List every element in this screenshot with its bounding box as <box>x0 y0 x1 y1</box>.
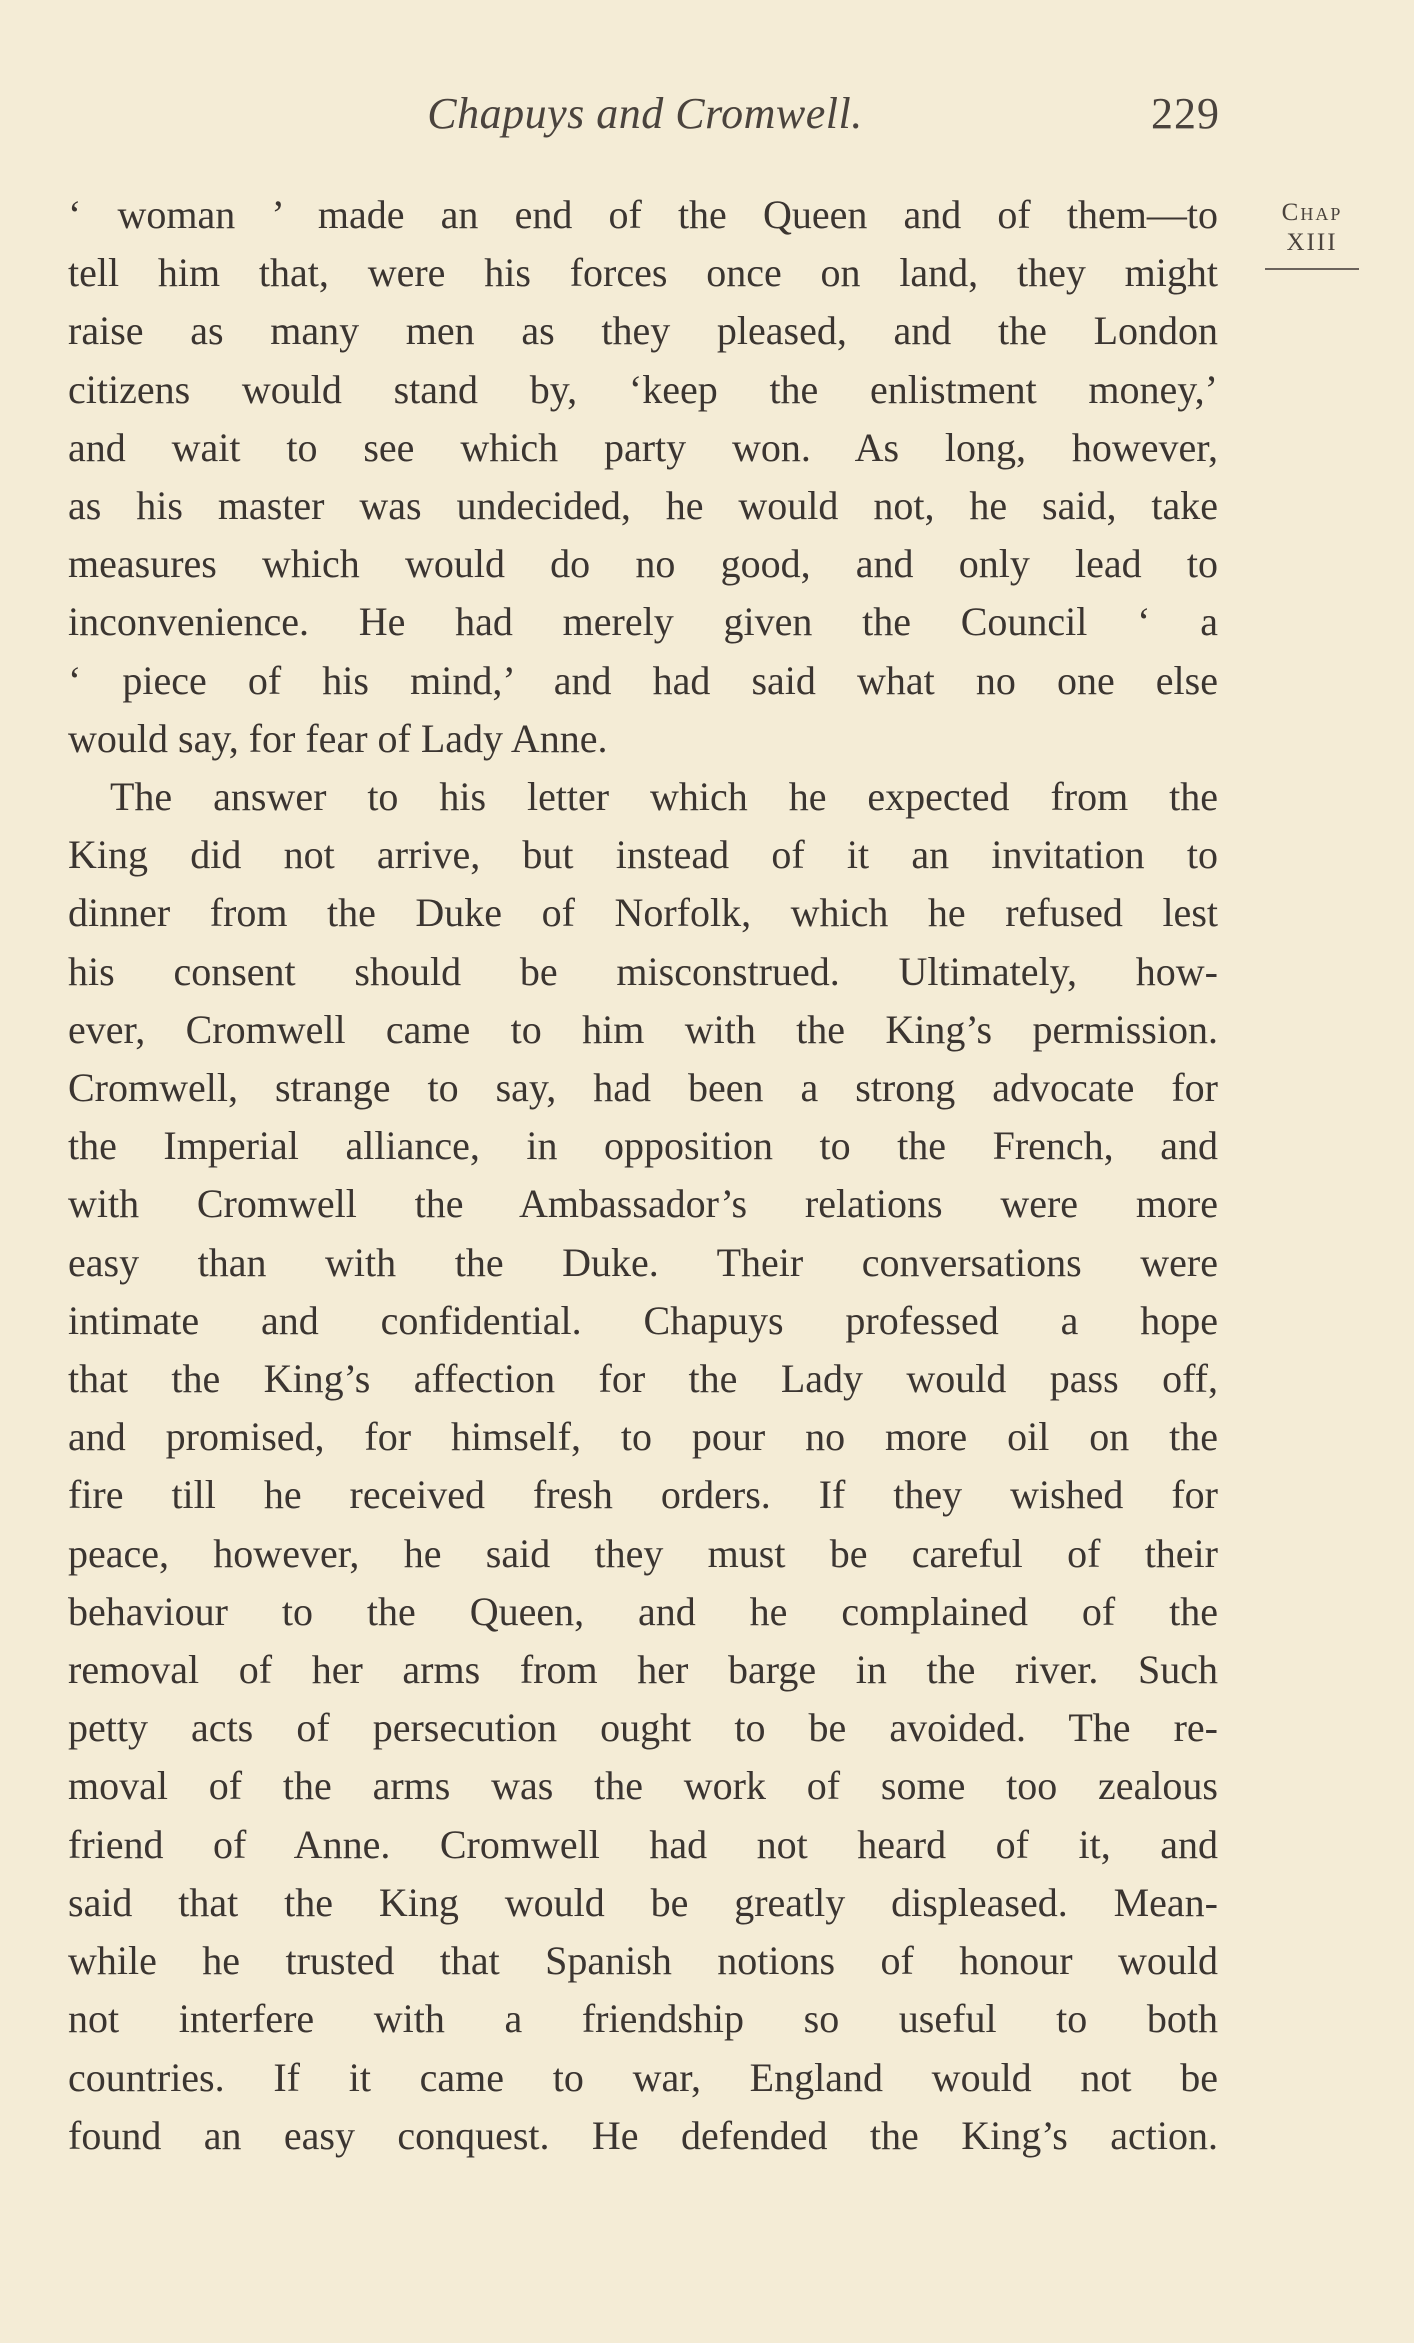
text-line: found an easy conquest. He defended the King’s action. <box>68 2112 1218 2158</box>
text-line: easy than with the Duke. Their conversations were <box>68 1239 1218 1285</box>
text-line: dinner from the Duke of Norfolk, which he refused lest <box>68 890 1218 936</box>
text-line: and promised, for himself, to pour no more oil on the <box>68 1414 1218 1460</box>
text-line: the Imperial alliance, in opposition to the French, and <box>68 1123 1218 1169</box>
text-line: that the King’s affection for the Lady would pass off, <box>68 1356 1218 1402</box>
text-line: with Cromwell the Ambassador’s relations were more <box>68 1181 1218 1227</box>
text-line: as his master was undecided, he would not, he said, take <box>68 483 1218 529</box>
paragraph-1 <box>68 186 1218 768</box>
text-line: inconvenience. He had merely given the Council ‘ a <box>68 599 1218 645</box>
text-line: peace, however, he said they must be careful of their <box>68 1530 1218 1576</box>
text-line: friend of Anne. Cromwell had not heard of it, and <box>68 1821 1218 1867</box>
text-line: tell him that, were his forces once on land, they might <box>68 250 1218 296</box>
text-line: countries. If it came to war, England would not be <box>68 2054 1218 2100</box>
text-line: intimate and confidential. Chapuys professed a hope <box>68 1297 1218 1343</box>
body-text <box>68 186 1218 2165</box>
text-line: raise as many men as they pleased, and the London <box>68 308 1218 354</box>
page-number: 229 <box>1151 89 1220 138</box>
text-line: King did not arrive, but instead of it an invitation to <box>68 832 1218 878</box>
paragraph-2 <box>68 768 1218 2165</box>
text-line: citizens would stand by, ‘keep the enlistment money,’ <box>68 366 1218 412</box>
chapter-number: XIII <box>1286 229 1338 256</box>
text-line: said that the King would be greatly displeased. Mean- <box>68 1879 1218 1925</box>
text-line: fire till he received fresh orders. If they wished for <box>68 1472 1218 1518</box>
text-line: ‘ piece of his mind,’ and had said what no one else <box>68 657 1218 703</box>
text-line: The answer to his letter which he expected from the <box>110 774 1218 820</box>
text-line: Cromwell, strange to say, had been a strong advocate for <box>68 1065 1218 1111</box>
chapter-margin-note <box>1262 198 1362 270</box>
text-line: behaviour to the Queen, and he complained of the <box>68 1588 1218 1634</box>
text-line: while he trusted that Spanish notions of honour would <box>68 1938 1218 1984</box>
text-line: petty acts of persecution ought to be avoided. The re- <box>68 1705 1218 1751</box>
running-header <box>70 88 1220 148</box>
text-line: moval of the arms was the work of some too zealous <box>68 1763 1218 1809</box>
text-line: would say, for fear of Lady Anne. <box>68 715 608 761</box>
text-line: ‘ woman ’ made an end of the Queen and of them—to <box>68 192 1218 237</box>
text-line: measures which would do no good, and only lead to <box>68 541 1218 587</box>
text-line: removal of her arms from her barge in the river. Such <box>68 1647 1218 1693</box>
running-title: Chapuys and Cromwell. <box>427 89 863 138</box>
text-line: ever, Cromwell came to him with the King’s permission. <box>68 1006 1218 1052</box>
text-line: and wait to see which party won. As long, however, <box>68 424 1218 470</box>
margin-rule <box>1265 268 1359 270</box>
chapter-label: Chap <box>1281 199 1343 226</box>
text-line: not interfere with a friendship so useful to both <box>68 1996 1218 2042</box>
text-line: his consent should be misconstrued. Ultimately, how- <box>68 948 1218 994</box>
